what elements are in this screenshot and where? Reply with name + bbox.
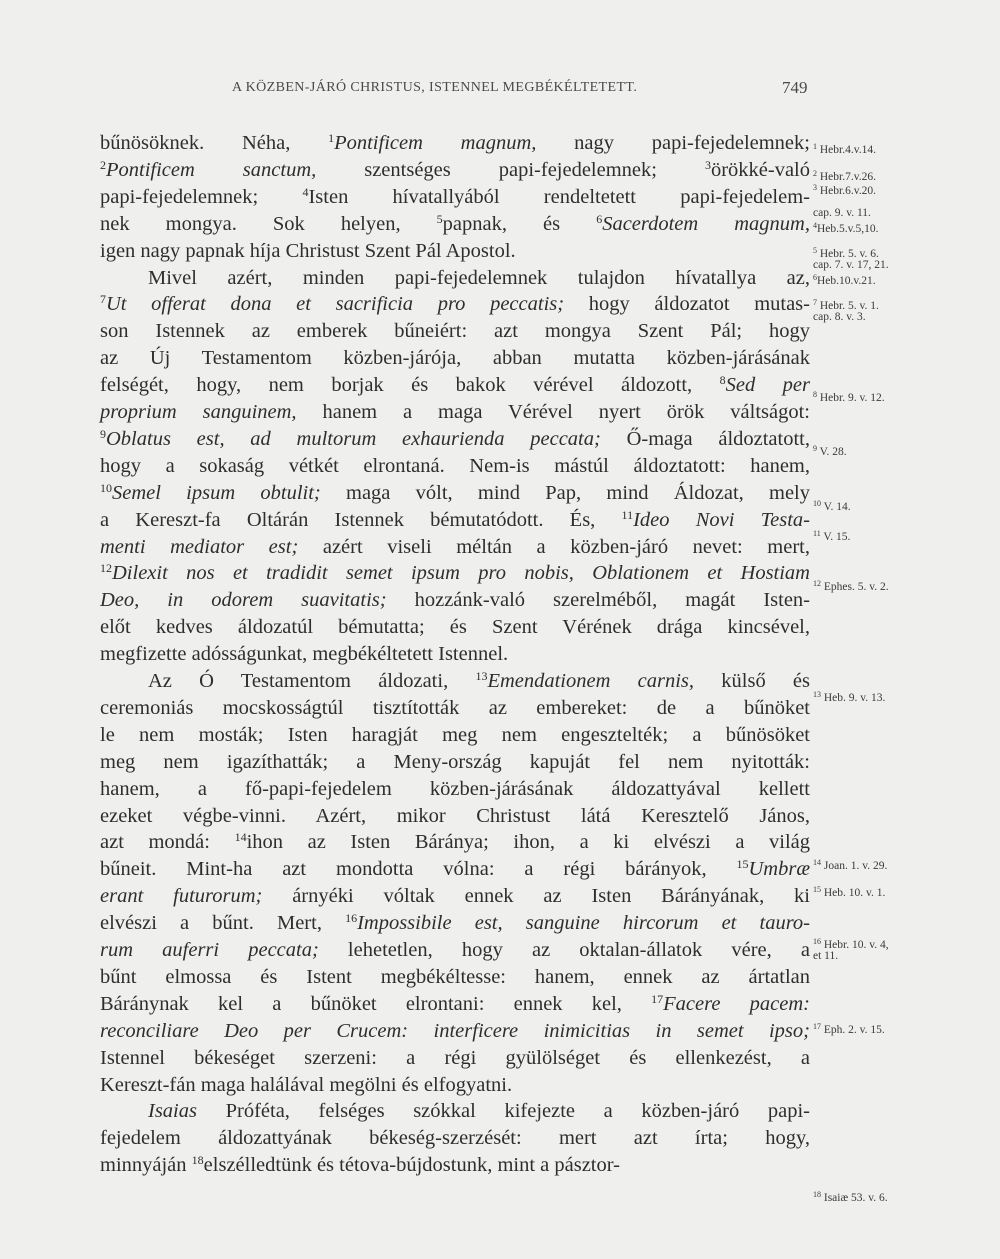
footnote-marker: 16 [345,911,358,926]
latin-quotation: Sacerdotem magnum, [602,212,810,235]
reference-text: Hebr.6.v.20. [817,185,876,197]
text-run: Ő-maga áldoztatott, [600,427,810,450]
latin-quotation: Pontificem magnum, [334,132,537,154]
footnote-marker: 10 [813,499,821,508]
footnote-marker: 9 [100,426,106,441]
text-run: Mivel azért, minden papi-fejedelemnek tulajdon hívatallya az, [148,266,810,289]
latin-quotation: Oblatus est, ad multorum exhaurienda peccata; [106,427,601,450]
text-run: papi-fejedelemnek; [100,185,303,208]
text-line [100,480,810,506]
footnote-marker: 18 [813,1190,821,1199]
text-run: nek mongya. Sok helyen, [100,212,437,235]
margin-reference [813,1020,885,1037]
margin-reference [813,442,847,459]
reference-text: Heb.10.v.21. [817,275,876,287]
margin-reference [813,388,885,405]
footnote-marker: 3 [813,183,817,192]
footnote-marker: 13 [475,669,488,683]
footnote-marker: 5 [813,246,817,255]
margin-reference [813,688,885,705]
text-run: Az Ó Testamentom áldozati, [148,670,476,692]
text-line [100,910,810,936]
text-run: ihon az Isten Báránya; ihon, a ki elvészi a világ [246,831,811,854]
margin-reference [813,577,889,594]
text-line [100,318,810,344]
text-line [100,991,810,1017]
footnote-marker: 5 [436,211,443,226]
page-number: 749 [782,78,808,97]
text-run: ceremoniás mocskosságtúl tisztították az embereket: de a bűnöket [100,696,810,719]
margin-reference [813,527,850,544]
text-line [100,1152,810,1178]
footnote-marker: 9 [813,444,817,453]
text-line [100,453,810,479]
margin-reference [813,1188,888,1205]
margin-reference [813,181,876,198]
footnote-marker: 4 [813,221,817,230]
text-run: elszélledtünk és tétova-bújdostunk, mint a pásztor- [203,1154,620,1177]
margin-reference [813,206,871,220]
latin-quotation: Sed per [725,374,810,397]
text-run: meg nem igazíthatták; a Meny-ország kapuját fel nem nyitották: [100,750,810,773]
text-line [100,1125,810,1151]
text-run: bűneit. Mint-ha azt mondotta vólna: a régi bárányok, [100,858,737,881]
text-line [100,211,810,237]
footnote-marker: 17 [651,991,664,1006]
footnote-marker: 15 [813,885,821,894]
margin-reference [813,883,885,900]
reference-text: Heb. 9. v. 13. [821,692,886,704]
reference-text: cap. 7. v. 17, 21. [813,259,889,271]
text-line [100,507,810,533]
text-line [100,1072,810,1098]
text-line [100,856,810,882]
margin-reference [813,310,866,324]
reference-text: Hebr.7.v.26. [817,171,876,183]
latin-quotation: reconciliare Deo per Crucem: interficere inimicitias in semet ipso; [100,1019,810,1042]
footnote-marker: 10 [100,480,112,495]
footnote-marker: 12 [100,561,112,576]
text-line [100,749,810,775]
footnote-marker: 11 [621,507,634,522]
reference-text: Isaiæ 53. v. 6. [821,1192,888,1204]
latin-quotation: Emendationem carnis, [487,670,695,692]
latin-quotation: Ut offerat dona et sacrificia pro peccatis; [106,293,565,316]
latin-quotation: Facere pacem: [663,992,810,1015]
margin-reference [813,140,876,157]
footnote-marker: 17 [813,1022,821,1031]
text-run: son Istennek az emberek bűneiért: azt mongya Szent Pál; hogy [100,320,810,343]
reference-text: V. 28. [817,446,847,458]
text-line [100,614,810,640]
reference-text: Hebr.4.v.14. [817,144,876,156]
reference-text: Eph. 2. v. 15. [821,1024,885,1036]
text-run: örökké-való [710,158,810,181]
reference-text: Joan. 1. v. 29. [821,860,888,872]
text-run: igen nagy papnak híja Christust Szent Pál Apostol. [100,239,516,262]
reference-text: Hebr. 9. v. 12. [817,392,885,404]
footnote-marker: 18 [191,1153,204,1168]
text-line [100,641,810,667]
latin-quotation: proprium sanguinem, [100,401,297,423]
text-line [100,130,810,156]
latin-quotation: Ideo Novi Testa- [633,508,810,531]
margin-reference [813,497,851,514]
text-line [100,937,810,963]
reference-text: et 11. [813,950,839,962]
text-run: előt kedves áldozatúl bémutatta; és Szent Vérének drága kincsével, [100,616,810,639]
reference-text: V. 14. [821,501,851,513]
reference-text: Hebr. 5. v. 1. [817,300,879,312]
text-line [100,426,810,452]
text-line [100,372,810,398]
margin-reference [813,258,889,272]
text-run: hozzánk-való szerelméből, magát Isten- [386,589,811,612]
text-run: ezeket végbe-vinni. Azért, mikor Christust látá Keresztelő János, [100,804,810,827]
margin-reference [813,856,887,873]
text-line [100,722,810,748]
footnote-marker: 1 [328,131,335,145]
text-run: nagy papi-fejedelemnek; [536,132,810,154]
text-run: hogy áldozatot mutas- [564,293,810,316]
text-run: bűnt elmossa és Istent megbékéltesse: hanem, ennek az ártatlan [100,965,810,988]
reference-text: Heb. 10. v. 1. [821,887,886,899]
text-run: bűnösöknek. Néha, [100,132,329,154]
text-run: azt mondá: [100,831,235,854]
reference-text: cap. 8. v. 3. [813,311,866,323]
latin-quotation: erant futurorum; [100,885,263,908]
footnote-marker: 15 [736,857,749,872]
text-run: árnyéki vóltak ennek az Isten Bárányának, ki [262,885,810,908]
footnote-marker: 11 [813,529,821,538]
text-run: minnyáján [100,1154,192,1177]
footnote-marker: 14 [813,858,821,867]
footnote-marker: 12 [813,579,821,588]
latin-quotation: rum auferri peccata; [100,939,319,961]
running-header [0,78,1000,102]
reference-text: Heb.5.v.5,10. [817,223,879,235]
footnote-marker: 16 [813,937,821,946]
text-line [100,776,810,802]
text-run: Próféta, felséges szókkal kifejezte a közben-járó papi- [196,1100,810,1123]
text-line [100,883,810,909]
text-run: a Kereszt-fa Oltárán Istennek bémutatódott. És, [100,508,622,531]
text-run: Isten hívatallyából rendeltetett papi-fejedelem- [308,185,810,208]
reference-text: Ephes. 5. v. 2. [821,581,889,593]
text-line [100,695,810,721]
text-run: azért viseli méltán a közben-járó nevet: mert, [298,535,811,558]
margin-reference [813,219,879,236]
text-run: Kereszt-fán maga halálával megölni és elfogyatni. [100,1073,513,1096]
text-line [100,291,810,317]
text-line [100,587,810,613]
footnote-marker: 8 [813,390,817,399]
latin-quotation: Dilexit nos et tradidit semet ipsum pro nobis, Oblationem et Hostiam [112,562,810,585]
text-line [100,238,810,264]
text-line [100,534,810,560]
footnote-marker: 2 [100,157,106,172]
footnote-marker: 1 [813,142,817,151]
text-line [100,1018,810,1044]
margin-reference [813,271,876,288]
text-run: Istennel békeséget szerzeni: a régi gyülölséget és ellenkezést, a [100,1046,810,1069]
latin-quotation: Umbræ [748,858,810,881]
latin-quotation: Isaias [148,1100,197,1123]
reference-text: V. 15. [820,531,851,543]
reference-text: Hebr. 10. v. 4, [821,939,889,951]
text-run: külső és [694,670,810,692]
text-run: hogy a sokaság vétkét elrontaná. Nem-is mástúl áldoztatott: hanem, [100,454,810,477]
footnote-marker: 6 [596,211,603,226]
text-run: lehetetlen, hogy az oktalan-állatok vére, a [318,939,810,961]
latin-quotation: Semel ipsum obtulit; [112,481,321,504]
footnote-marker: 2 [813,169,817,178]
footnote-marker: 6 [813,273,817,282]
footnote-marker: 4 [302,184,309,199]
text-line [100,184,810,210]
text-run: Báránynak kel a bűnöket elrontani: ennek kel, [100,992,652,1015]
text-run: maga vólt, mind Pap, mind Áldozat, mely [320,481,810,504]
reference-text: Hebr. 5. v. 6. [817,248,879,260]
text-run: az Új Testamentom közben-járója, abban mutatta közben-járásának [100,347,810,370]
latin-quotation: menti mediator est; [100,535,299,558]
text-run: megfizette adósságunkat, megbékéltetett Istennel. [100,643,509,666]
text-line [100,345,810,371]
text-line [100,964,810,990]
text-line [100,265,810,291]
latin-quotation: Pontificem sanctum, [106,158,317,181]
text-run: felségét, hogy, nem borjak és bakok vérével áldozott, [100,374,720,397]
text-line [100,560,810,586]
text-line [100,399,810,425]
text-run: fejedelem áldozattyának békeség-szerzését: mert azt írta; hogy, [100,1127,810,1150]
text-line [100,157,810,183]
text-run: papnak, és [442,212,597,235]
text-run: hanem a maga Vérével nyert örök váltságot: [296,401,810,423]
text-run: hanem, a fő-papi-fejedelem közben-járásának áldozattyával kellett [100,777,810,800]
margin-reference [813,949,838,963]
text-run: szentséges papi-fejedelemnek; [316,158,705,181]
footnote-marker: 3 [704,157,711,172]
text-line [100,803,810,829]
latin-quotation: Impossibile est, sanguine hircorum et tauro- [357,912,810,935]
reference-text: cap. 9. v. 11. [813,207,871,219]
text-line [100,668,810,694]
text-run: le nem mosták; Isten haragját meg nem engesztelték; a bűnösöket [100,723,810,746]
footnote-marker: 7 [813,298,817,307]
text-line [100,1098,810,1124]
footnote-marker: 14 [234,830,247,845]
text-run: elvészi a bűnt. Mert, [100,912,346,935]
footnote-marker: 13 [813,690,821,699]
latin-quotation: Deo, in odorem suavitatis; [100,589,387,612]
text-line [100,1045,810,1071]
running-title: A KÖZBEN-JÁRÓ CHRISTUS, ISTENNEL MEGBÉKÉLTETETT. [232,80,638,95]
footnote-marker: 7 [100,292,106,307]
footnote-marker: 8 [719,373,726,388]
text-line [100,829,810,855]
